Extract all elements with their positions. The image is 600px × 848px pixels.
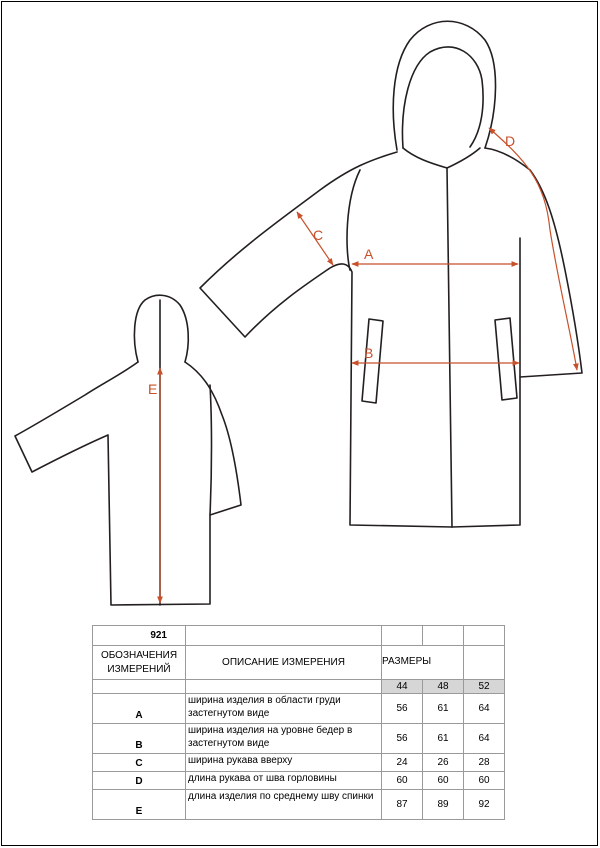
- row-value: 61: [423, 724, 464, 754]
- row-value: 60: [382, 772, 423, 790]
- row-description: длина изделия по среднему шву спинки: [186, 790, 382, 820]
- back-outline: [15, 362, 241, 605]
- row-value: 61: [423, 694, 464, 724]
- front-view: [200, 21, 582, 527]
- row-value: 56: [382, 694, 423, 724]
- size-col-1: 44: [382, 680, 423, 694]
- size-col-2: 48: [423, 680, 464, 694]
- row-letter: D: [93, 772, 186, 790]
- table-row: [93, 694, 505, 724]
- row-description: ширина рукава вверху: [186, 754, 382, 772]
- label-a: A: [364, 246, 374, 262]
- row-letter: B: [93, 724, 186, 754]
- label-b: B: [364, 345, 374, 361]
- front-armhole-left: [347, 170, 360, 270]
- size-col-3: 52: [464, 680, 505, 694]
- front-pocket-left: [362, 319, 383, 403]
- measure-d-line: [489, 128, 577, 370]
- row-value: 92: [464, 790, 505, 820]
- back-hood-outline: [134, 295, 188, 362]
- model-code: 921: [93, 626, 186, 646]
- measurements-table: [92, 625, 505, 820]
- row-value: 89: [423, 790, 464, 820]
- row-value: 56: [382, 724, 423, 754]
- label-e: E: [148, 381, 158, 397]
- row-letter: A: [93, 694, 186, 724]
- front-left-outline: [200, 152, 452, 527]
- row-value: 60: [464, 772, 505, 790]
- row-value: 64: [464, 724, 505, 754]
- back-armhole: [210, 385, 212, 515]
- header-sizes: РАЗМЕРЫ: [382, 646, 464, 680]
- back-view: [15, 295, 241, 605]
- label-c: C: [313, 227, 324, 243]
- table-row: [93, 772, 505, 790]
- row-value: 60: [423, 772, 464, 790]
- table-row: [93, 790, 505, 820]
- row-value: 26: [423, 754, 464, 772]
- row-value: 28: [464, 754, 505, 772]
- front-pocket-right: [495, 318, 517, 400]
- front-neckline: [403, 148, 480, 168]
- front-placket: [447, 168, 452, 527]
- label-d: D: [505, 133, 516, 149]
- row-description: длина рукава от шва горловины: [186, 772, 382, 790]
- header-code: ОБОЗНАЧЕНИЯ ИЗМЕРЕНИЙ: [93, 646, 186, 680]
- front-hood-opening: [402, 47, 483, 148]
- header-description: ОПИСАНИЕ ИЗМЕРЕНИЯ: [186, 646, 382, 680]
- row-description: ширина изделия в области груди застегнутом виде: [186, 694, 382, 724]
- table-row: [93, 754, 505, 772]
- row-value: 64: [464, 694, 505, 724]
- row-description: ширина изделия на уровне бедер в застегнутом виде: [186, 724, 382, 754]
- table-row: [93, 724, 505, 754]
- row-letter: C: [93, 754, 186, 772]
- row-value: 87: [382, 790, 423, 820]
- front-right-outline: [452, 148, 582, 527]
- row-value: 24: [382, 754, 423, 772]
- row-letter: E: [93, 790, 186, 820]
